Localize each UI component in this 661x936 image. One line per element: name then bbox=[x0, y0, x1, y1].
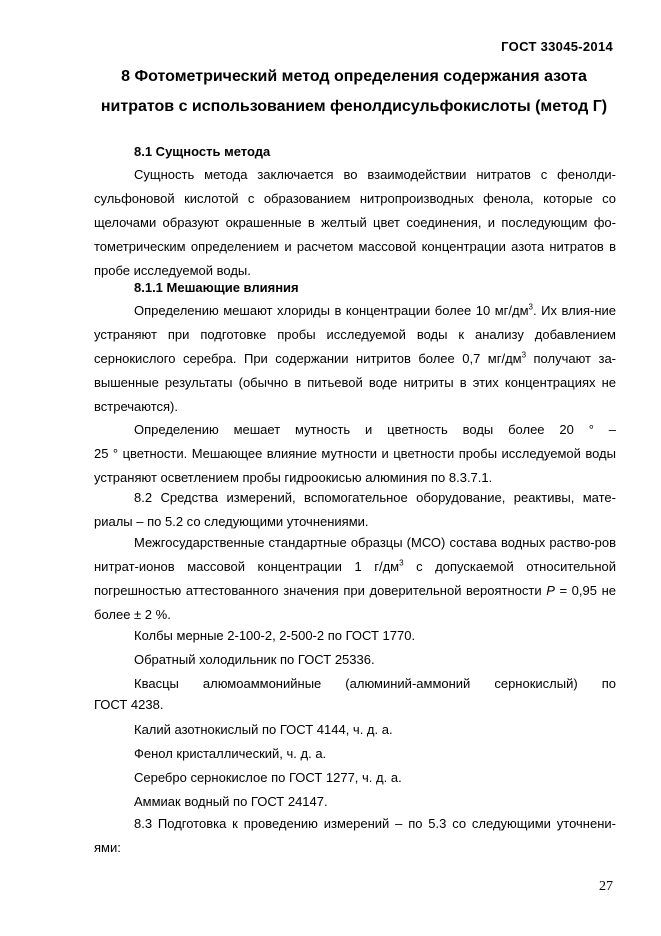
reagent-item-alum-line2: ГОСТ 4238. bbox=[94, 697, 164, 712]
standard-header: ГОСТ 33045-2014 bbox=[501, 39, 613, 54]
reagent-item-alum-line1: Квасцы алюмоаммонийные (алюминий-аммоний сернокислый) по bbox=[134, 676, 616, 691]
heading-8-1-1: 8.1.1 Мешающие влияния bbox=[134, 280, 299, 295]
equipment-item-condenser: Обратный холодильник по ГОСТ 25336. bbox=[134, 652, 375, 667]
superscript-3: 3 bbox=[528, 302, 533, 312]
paragraph-mso bbox=[94, 531, 616, 627]
superscript-3: 3 bbox=[521, 350, 527, 360]
reagent-item-silver-sulfate: Серебро сернокислое по ГОСТ 1277, ч. д. а. bbox=[134, 770, 402, 785]
section-title bbox=[94, 62, 614, 122]
reagent-item-ammonia: Аммиак водный по ГОСТ 24147. bbox=[134, 794, 328, 809]
mso-text-b: с допускаемой относительной погрешностью аттестованного значения при доверительной вероятности bbox=[94, 559, 616, 598]
paragraph-8-1: Сущность метода заключается во взаимодействии нитратов с фенолди-сульфоновой кислотой с образованием нитропроизводных фенола, которые со щелочами образуют окрашенные в желтый цвет соединения, и последующим фо-тометрическим определением и расчетом массовой концентрации азота нитратов в пробе исследуемой воды. bbox=[94, 167, 616, 278]
interference-text-b: . Их влия-ние устраняют при подготовке пробы исследуемой воды к анализу добавлением сернокислого серебра. При содержании нитритов более 0,7 мг/дм bbox=[94, 303, 616, 366]
section-title-line1: 8 Фотометрический метод определения содержания азота bbox=[121, 68, 587, 85]
reagent-item-potassium-nitrate: Калий азотнокислый по ГОСТ 4144, ч. д. а. bbox=[134, 722, 393, 737]
heading-8-1: 8.1 Сущность метода bbox=[134, 144, 271, 159]
probability-symbol: Р bbox=[546, 583, 555, 598]
paragraph-interference-1 bbox=[94, 299, 616, 419]
mso-text-a: Межгосударственные стандартные образцы (МСО) состава водных раство-ров нитрат-ионов массовой концентрации 1 г/дм bbox=[94, 535, 616, 574]
equipment-item-flasks: Колбы мерные 2-100-2, 2-500-2 по ГОСТ 1770. bbox=[134, 628, 416, 643]
interference-text-a: Определению мешают хлориды в концентрации более 10 мг/дм bbox=[134, 303, 529, 318]
paragraph-interference-2: 25 ° цветности. Мешающее влияние мутности и цветности пробы исследуемой воды устраняют осветлением пробы гидроокисью алюминия по 8.3.7.1. bbox=[94, 446, 616, 485]
interference-text-c: получают за-вышенные результаты (обычно в питьевой воде нитриты в этих концентрациях не встречаются). bbox=[94, 351, 617, 414]
paragraph-8-2: 8.2 Средства измерений, вспомогательное оборудование, реактивы, мате-риалы – по 5.2 со следующими уточнениями. bbox=[94, 490, 616, 529]
interference-2-line1: Определению мешает мутность и цветность воды более 20 ° – bbox=[134, 422, 616, 437]
section-title-line2: нитратов с использованием фенолдисульфокислоты (метод Г) bbox=[100, 98, 608, 115]
paragraph-8-3: 8.3 Подготовка к проведению измерений – по 5.3 со следующими уточнени-ями: bbox=[94, 816, 616, 855]
superscript-3: 3 bbox=[399, 558, 404, 568]
reagent-item-phenol: Фенол кристаллический, ч. д. а. bbox=[134, 746, 327, 761]
page-number: 27 bbox=[599, 879, 613, 894]
mso-text-c: = 0,95 не более ± 2 %. bbox=[94, 583, 616, 622]
